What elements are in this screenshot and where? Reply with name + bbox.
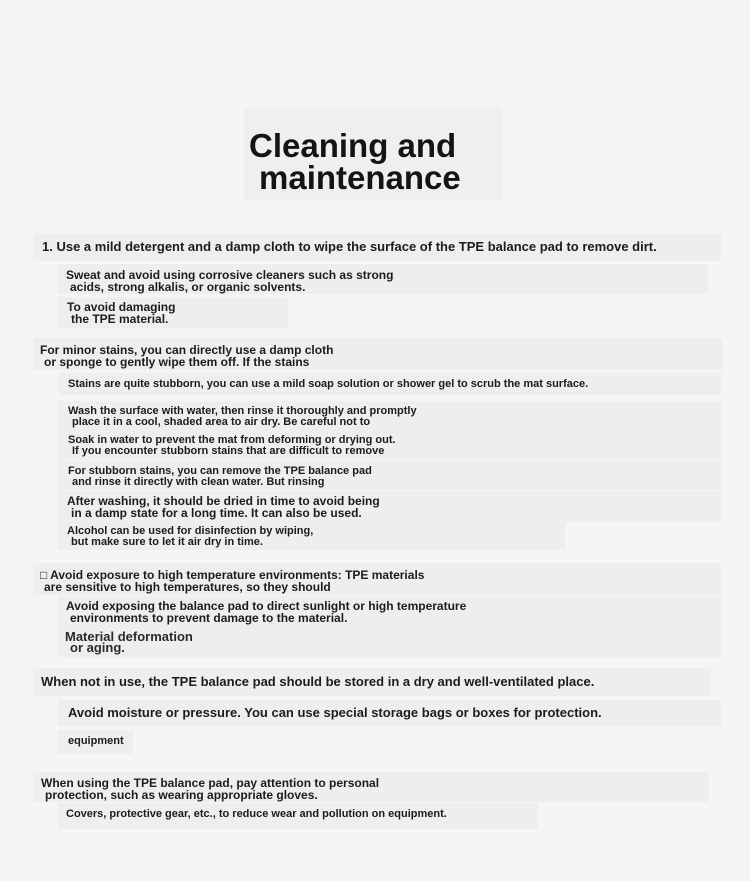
section-3-heading bbox=[33, 563, 721, 595]
section-2-paragraph-3 bbox=[58, 431, 721, 460]
heading-line: protection, such as wearing appropriate gloves. bbox=[45, 788, 318, 802]
section-4-paragraph-2 bbox=[58, 730, 133, 754]
paragraph-line: If you encounter stubborn stains that are difficult to remove bbox=[72, 445, 385, 457]
paragraph-line: Soak in water to prevent the mat from deforming or drying out. bbox=[68, 434, 396, 446]
section-2-paragraph-6 bbox=[58, 522, 565, 550]
section-5-paragraph-1 bbox=[58, 803, 538, 829]
page-title bbox=[244, 108, 502, 200]
paragraph-line: Stains are quite stubborn, you can use a mild soap solution or shower gel to scrub the mat surface. bbox=[68, 378, 589, 390]
paragraph-line: place it in a cool, shaded area to air dry. Be careful not to bbox=[72, 416, 371, 428]
section-2-paragraph-5 bbox=[58, 491, 721, 522]
section-4-heading-text: When not in use, the TPE balance pad should be stored in a dry and well-ventilated place. bbox=[41, 674, 595, 689]
paragraph-line: in a damp state for a long time. It can also be used. bbox=[71, 506, 362, 520]
section-1-heading bbox=[33, 233, 721, 261]
paragraph-line: Avoid exposing the balance pad to direct sunlight or high temperature bbox=[66, 599, 467, 613]
paragraph-line: Wash the surface with water, then rinse it thoroughly and promptly bbox=[68, 405, 417, 417]
title-line-2: maintenance bbox=[259, 159, 461, 196]
heading-line: □ Avoid exposure to high temperature environments: TPE materials bbox=[40, 568, 425, 582]
paragraph-line: Alcohol can be used for disinfection by wiping, bbox=[67, 525, 314, 537]
title-line-1: Cleaning and bbox=[249, 127, 457, 164]
paragraph-line: the TPE material. bbox=[71, 312, 169, 326]
section-1-heading-text: 1. Use a mild detergent and a damp cloth to wipe the surface of the TPE balance pad to remove dirt. bbox=[42, 239, 657, 254]
section-2-heading bbox=[33, 338, 723, 370]
section-4-paragraph-1 bbox=[58, 700, 721, 726]
paragraph-line: For stubborn stains, you can remove the TPE balance pad bbox=[68, 465, 372, 477]
heading-line: When using the TPE balance pad, pay attention to personal bbox=[41, 776, 380, 790]
section-2-paragraph-2 bbox=[58, 401, 721, 431]
paragraph-line: Avoid moisture or pressure. You can use special storage bags or boxes for protection. bbox=[68, 705, 602, 720]
paragraph-line: acids, strong alkalis, or organic solvents. bbox=[70, 280, 306, 294]
section-2-paragraph-4 bbox=[58, 461, 721, 490]
paragraph-line: or aging. bbox=[70, 640, 125, 655]
paragraph-line: After washing, it should be dried in time to avoid being bbox=[67, 494, 380, 508]
section-5-heading bbox=[33, 772, 709, 802]
section-2-paragraph-1 bbox=[58, 373, 721, 395]
paragraph-line: environments to prevent damage to the material. bbox=[70, 611, 348, 625]
paragraph-line: Covers, protective gear, etc., to reduce wear and pollution on equipment. bbox=[66, 808, 447, 820]
section-3-paragraph-1 bbox=[58, 596, 721, 627]
paragraph-line: but make sure to let it air dry in time. bbox=[71, 536, 263, 548]
heading-line: are sensitive to high temperatures, so they should bbox=[44, 580, 331, 594]
heading-line: For minor stains, you can directly use a damp cloth bbox=[40, 343, 334, 357]
section-1-paragraph-1 bbox=[58, 264, 708, 294]
paragraph-line: and rinse it directly with clean water. But rinsing bbox=[72, 476, 325, 488]
paragraph-line: equipment bbox=[68, 735, 124, 747]
section-4-heading bbox=[33, 668, 711, 696]
section-1-paragraph-2 bbox=[58, 297, 288, 328]
paragraph-line: Sweat and avoid using corrosive cleaners such as strong bbox=[66, 268, 394, 282]
section-3-paragraph-2 bbox=[58, 627, 721, 657]
paragraph-line: Material deformation bbox=[65, 629, 193, 644]
heading-line: or sponge to gently wipe them off. If the stains bbox=[44, 355, 310, 369]
paragraph-line: To avoid damaging bbox=[67, 300, 176, 314]
